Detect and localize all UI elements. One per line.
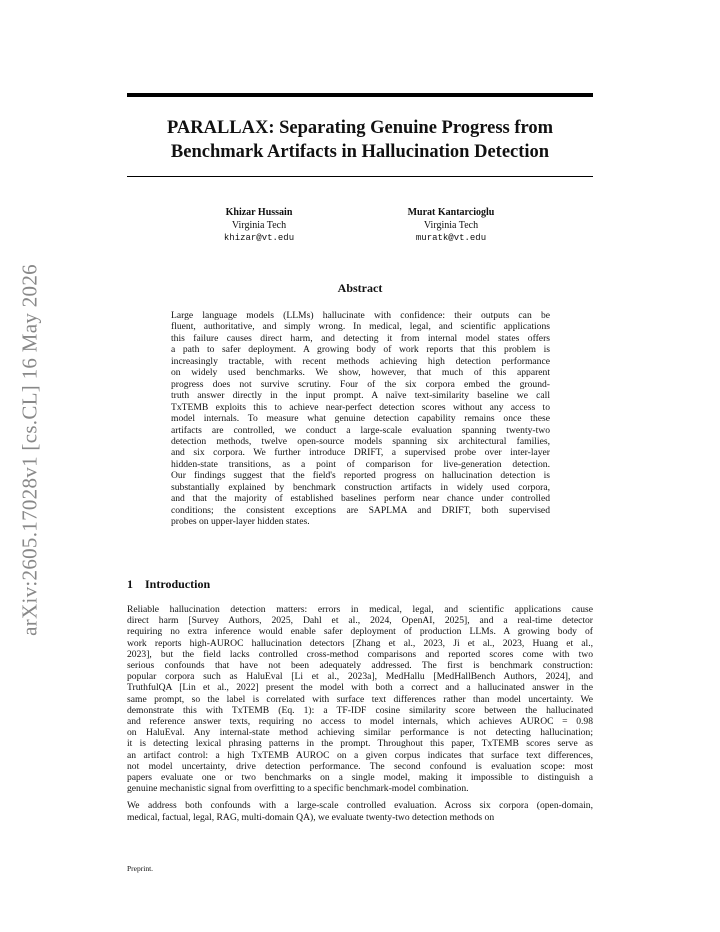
intro-line: demonstrate this with TxTEMB (Eq. 1): a TF-IDF cosine similarity score between the hallucinated — [127, 704, 593, 716]
intro-line: requiring no extra inference would enable safer deployment of production LLMs. A growing body of — [127, 626, 593, 638]
abstract-line: conditions; the consistent exceptions are SAPLMA and DRIFT, both supervised — [171, 504, 550, 516]
abstract-heading: Abstract — [337, 281, 383, 295]
title-line: Benchmark Artifacts in Hallucination Detection — [170, 142, 550, 162]
abstract-line: Our findings suggest that the field's reported progress on hallucination detection is — [171, 470, 550, 482]
abstract-line: artifacts are controlled, we conduct a large-scale evaluation spanning twenty-two — [171, 424, 550, 436]
introduction-body — [127, 604, 593, 829]
intro-line: popular corpora such as HaluEval [Li et al., 2023a], MedHallu [MedHallBench Authors, 2024], and — [127, 671, 593, 683]
title-top-rule — [127, 93, 593, 97]
title-line: PARALLAX: Separating Genuine Progress from — [166, 118, 554, 138]
author-email: muratk@vt.edu — [415, 233, 487, 243]
abstract-line: TxTEMB exploits this to achieve near-perfect detection scores without any access to — [171, 401, 550, 413]
intro-line: direct harm [Survey Authors, 2025, Dahl et al., 2024, OpenAI, 2025], and a real-time detector — [127, 615, 593, 627]
section-heading — [127, 577, 210, 592]
abstract-line: and that the majority of established baselines perform near chance under controlled — [171, 493, 550, 505]
intro-line: same prompt, so the label is correlated with surface text differences rather than model uncertainty. We — [127, 693, 593, 705]
intro-line: Reliable hallucination detection matters: errors in medical, legal, and scientific applications cause — [127, 604, 593, 615]
abstract-body — [171, 310, 550, 528]
abstract-line: increasingly tractable, with recent methods achieving high detection performance — [171, 355, 550, 367]
abstract-line: hidden-state transitions, as a point of comparison for live-generation detection. — [171, 458, 550, 470]
abstract-line: probes on upper-layer hidden states. — [171, 516, 310, 528]
section-number: 1 — [127, 577, 133, 591]
intro-line: We address both confounds with a large-scale controlled evaluation. Across six corpora (open-domain, — [127, 800, 593, 812]
intro-line: 2023], but the field lacks controlled cross-method comparisons and reported scores come with two — [127, 648, 593, 660]
section-title: Introduction — [145, 577, 211, 591]
intro-line: not model uncertainty, drive detection performance. The second confound is evaluation scope: most — [127, 760, 593, 772]
intro-line: work reports high-AUROC hallucination detectors [Zhang et al., 2023, Ji et al., 2023, Huang et al., — [127, 637, 593, 649]
intro-line: genuine mechanistic signal from overfitting to a specific benchmark-model combination. — [127, 783, 469, 795]
abstract-line: on widely used benchmarks. We show, however, that much of this apparent — [171, 367, 550, 379]
paper-title — [127, 116, 593, 164]
abstract-line: a path to safer deployment. A growing body of work reports that this problem is — [171, 344, 550, 356]
arxiv-stamp: arXiv:2605.17028v1 [cs.CL] 16 May 2026 — [17, 264, 42, 636]
abstract-line: progress does not survive scrutiny. Four of the six corpora embed the ground- — [171, 378, 550, 390]
author-name: Khizar Hussain — [225, 207, 293, 218]
abstract-line: Large language models (LLMs) hallucinate with confidence: their outputs can be — [171, 310, 550, 321]
author-email: khizar@vt.edu — [223, 233, 295, 243]
intro-line: on HaluEval. Any internal-state method achieving similar performance is not detecting hallucination; — [127, 727, 593, 739]
author-affiliation: Virginia Tech — [423, 219, 479, 231]
intro-paragraph-1 — [127, 604, 593, 794]
abstract-line: model internals. To measure what genuine detection capability remains once these — [171, 413, 550, 425]
intro-line: papers evaluate one or two benchmarks on a single model, making it impossible to distinguish a — [127, 772, 593, 784]
abstract-line: this failure causes direct harm, and detecting it from internal model states offers — [171, 332, 550, 344]
author-1 — [169, 207, 349, 245]
intro-line: TruthfulQA [Lin et al., 2022] present the model with both a correct and a hallucinated answer in the — [127, 682, 593, 694]
abstract-line: and six corpora. We further introduce DRIFT, a supervised probe over inter-layer — [171, 447, 550, 459]
abstract-line: fluent, authoritative, and simply wrong. In medical, legal, and scientific applications — [171, 321, 550, 333]
intro-paragraph-2 — [127, 800, 593, 822]
title-bottom-rule — [127, 176, 593, 177]
intro-line: medical, factual, legal, RAG, multi-domain QA), we evaluate twenty-two detection methods on — [127, 811, 495, 823]
abstract-line: substantially explained by benchmark construction artifacts in widely used corpora, — [171, 481, 550, 493]
abstract-line: detection methods, twelve open-source models spanning six architectural families, — [171, 435, 550, 447]
intro-line: an artifact control: a high TxTEMB AUROC on a given corpus indicates that surface text differences, — [127, 749, 593, 761]
intro-line: and reference answer texts, requiring no access to model internals, which achieves AUROC = 0.98 — [127, 716, 593, 728]
author-name: Murat Kantarcioglu — [407, 207, 495, 218]
footer-note: Preprint. — [127, 864, 154, 873]
intro-line: serious confounds that have not been adequately addressed. The first is benchmark construction: — [127, 660, 593, 672]
intro-line: it is detecting lexical phrasing patterns in the prompt. Throughout this paper, TxTEMB scores serve as — [127, 738, 593, 750]
author-affiliation: Virginia Tech — [231, 219, 287, 231]
abstract-line: truth answer directly in the input prompt. A naïve text-similarity baseline we call — [171, 390, 550, 402]
author-2 — [361, 207, 541, 245]
